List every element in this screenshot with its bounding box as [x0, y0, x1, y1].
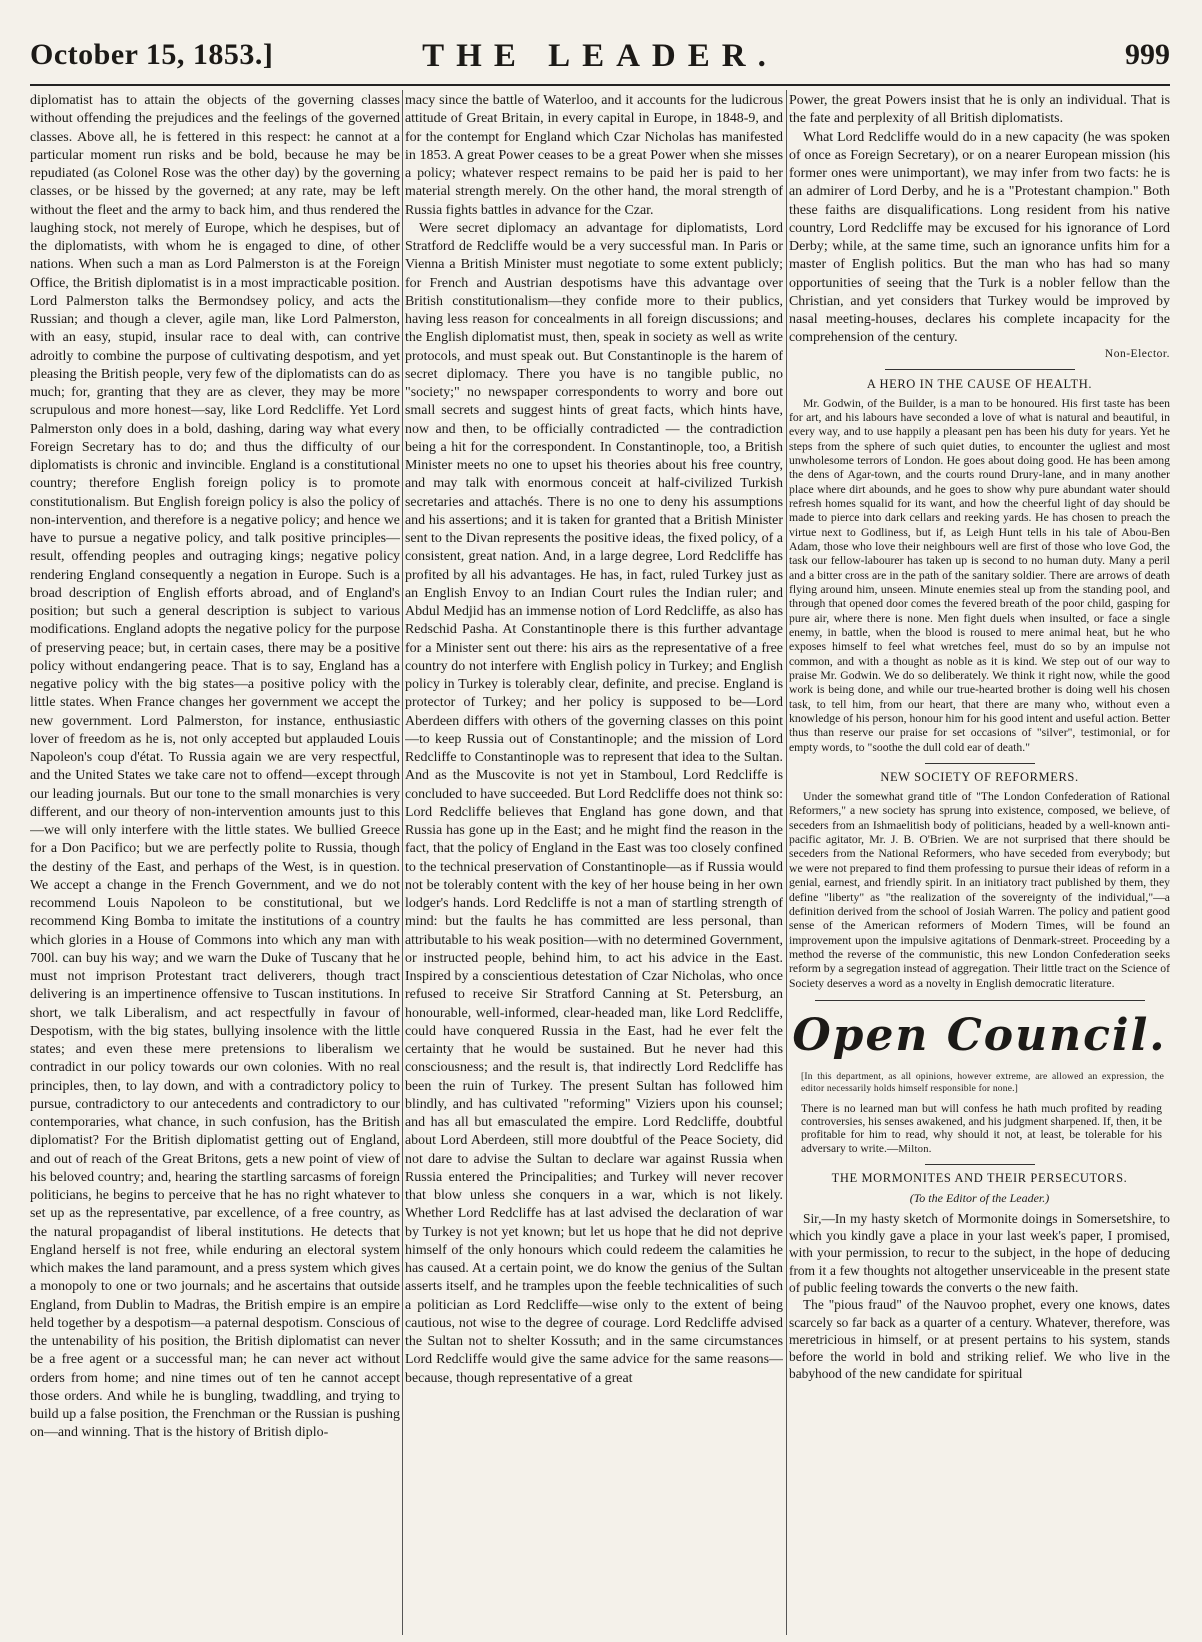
masthead: [30, 38, 1170, 78]
article-paragraph: macy since the battle of Waterloo, and it accounts for the ludicrous attitude of Great Britain, in every capital in Europe, in 1848-9, and for the contempt for England which Czar Nicholas has manifested in 1853. A great Power ceases to be a great Power when she misses a policy; whatever respect remains to be paid her is paid to her material strength merely. On the other hand, the moral strength of Russia fights battles in advance for the Czar.: [405, 93, 783, 218]
column-2: [405, 92, 783, 1632]
quote-author: Milton.: [898, 1143, 932, 1155]
mormonites-subheading: (To the Editor of the Leader.): [909, 1190, 1050, 1205]
hero-heading: A HERO IN THE CAUSE OF HEALTH.: [866, 376, 1093, 391]
page-number: 999: [1125, 38, 1170, 71]
hero-paragraph: Mr. Godwin, of the Builder, is a man to be honoured. His first taste has been for art, and his labours have seconded a love of what is natural and beautiful, in every way, and to use happily a pleasant pen has been his duty for years. Yet he steps from the sphere of such quiet duties, to encounter the ugliest and most unwholesome terrors of London. He goes about doing good. He has been among the dens of Agar-town, and the courts round Drury-lane, and in many another place where dirt abounds, and he goes to show why pure abundant water should refresh homes squalid for its want, and how the cheerful light of day should be made to pierce into dark cellars and reeking yards. He has chosen to preach the virtue next to Godliness, but if, as Leigh Hunt tells in his tale of Abou-Ben Adam, those who love their neighbours well are first of those who love God, the task our fellow-labourer has taken up is second to no human duty. Many a peril and a bitter cross are in the path of the sanitary soldier. There are arrows of death flying around him, unseen. Minute enemies steal up from the standing pool, and through that opened door comes the fevered breath of the poor child, gasping for pure air, where there is none. Men fight duels when insulted, or face a single enemy, in battle, when the blood is roused to mere animal heat, but he who exposes himself to feel what wretches feel, must do so by an impulse not common, and with a thought as noble as it is kind. We step out of our way to praise Mr. Godwin. We do so deliberately. We think it right now, while the good work is being done, and while our true-hearted brother is doing well his chosen task, to tell him, from our heart, that there are many who, without even a knowledge of his person, honour him for his good intent and useful action. Better thus than reserve our praise for set occasions of "silver", testimonial, or for empty words, to "soothe the dull cold ear of death.": [789, 396, 1170, 754]
issue-date: October 15, 1853.]: [30, 38, 274, 71]
open-council-title: Open Council.: [792, 1009, 1167, 1061]
reformers-heading: NEW SOCIETY OF REFORMERS.: [880, 770, 1079, 785]
newspaper-title: THE LEADER.: [422, 38, 778, 74]
quote-text: There is no learned man but will confess he hath much profited by reading controversies, his senses awakened, and his judgment sharpened. If, then, it be profitable for him to read, why should it not, at least, be tolerable for his adversary to write.—: [801, 1102, 1162, 1155]
article-paragraph: Were secret diplomacy an advantage for diplomatists, Lord Stratford de Redcliffe would be a very successful man. In Paris or Vienna a British Minister must negotiate to some extent publicly; for French and Austrian despotisms have this advantage over British constitutionalism—they confide more to their publics, having less reason for concealments in all foreign discussions; and the English diplomatist must, then, speak in society as well as write protocols, and must speak out. But Constantinople is the harem of secret diplomacy. There you have is no tangible public, no "society;" no newspaper correspondents to worry and bore out small secrets and suggest hints of great facts, which hints have, now and then, to be officially contradicted — the contradiction being a hit for the correspondent. In Constantinople, too, a British Minister meets no one to upset his theories about his free country, and may talk with enormous conceit at half-civilized Turkish secretaries and attachés. There is no one to deny his assumptions and his assertions; and it is taken for granted that a British Minister sent to the Divan represents the positive ideas, the fixed policy, of a consistent, great nation. And, in a large degree, Lord Redcliffe has profited by all his advantages. He has, in fact, ruled Turkey just as an English Envoy to an Indian Court rules the Indian ruler; and Abdul Medjid has an immense notion of Lord Redcliffe, as also has Redschid Pasha. At Constantinople there is this further advantage for a Minister sent out there: his airs as the representative of a free country do not interfere with English policy in Turkey; and English policy in Turkey is tolerably clear, definite, and precise. England is protector of Turkey; and her policy is supposed to be—Lord Aberdeen differs with others of the governing classes on this point—to keep Russia out of Constantinople; and the mission of Lord Redcliffe to Constantinople was to represent that idea to the Sultan. And as the Muscovite is not yet in Stamboul, Lord Redcliffe is concluded to have succeeded. But Lord Redcliffe does not think so: Lord Redcliffe believes that England has gone down, and that Russia has gone up in the East; and he might find the reason in the fact, that the policy of England in the East was too closely confined to the technical preservation of Constantinople—as if Russia would not be tolerably content with the key of her house being in her own lodger's hands. Lord Redcliffe is not a man of startling strength of mind: but the faults he has committed are less personal, than attributable to his weak position—with no determined Government, or instructed people, behind him, to act his advice in the East. Inspired by a conscientious detestation of Czar Nicholas, who once refused to receive Sir Stratford Canning at St. Petersburg, an honourable, well-informed, clear-headed man, like Lord Redcliffe, could have conquered Russia in the East, had he ever felt the certainty that he would be sustained. But he never had this consciousness; and the result is, that indirectly Lord Redcliffe has been the ruin of Turkey. The present Sultan has followed him blindly, and has cultivated "reforming" Viziers upon his counsel; and has all but emasculated the empire. Lord Redcliffe, doubtful about Lord Aberdeen, still more doubtful of the Peace Society, did not dare to advise the Sultan to declare war against Russia when Russia entered the Principalities; and Turkey will never recover that blow unless she conquers in a war, which is not likely. Whether Lord Redcliffe has at last advised the declaration of war by Turkey is not yet known; but let us hope that he did not deprive himself of the only honours which could redeem the calamities he has caused. At a certain point, we do know the genius of the Sultan asserts itself, and he tramples upon the feeble technicalities of such a politician as Lord Redcliffe—wise only to the extent of being cautious, not wise to the degree of courage. Lord Redcliffe advised the Sultan not to shelter Kossuth; and in the same circumstances Lord Redcliffe would give the same advice for the same reasons—because, though representative of a great: [405, 220, 783, 1386]
section-rule: [925, 763, 1035, 764]
article-signature: Non-Elector.: [1104, 347, 1170, 360]
section-rule: [815, 1000, 1145, 1001]
mormonites-heading: THE MORMONITES AND THEIR PERSECUTORS.: [831, 1170, 1128, 1185]
reformers-paragraph: Under the somewhat grand title of "The London Confederation of Rational Reformers," a new society has sprung into existence, composed, we believe, of seceders from an Ishmaelitish body of politicians, headed by a well-known anti-pacific agitator, Mr. J. B. O'Brien. We are not surprised that there should be seceders from the National Reformers, who have seceded from everybody; but we were not prepared to find them professing to pursue their ideas of reform in a genial, earnest, and friendly spirit. In an initiatory tract published by them, they define "liberty" as "the realization of the sovereignty of the individual,"—a definition derived from the school of Josiah Warren. The policy and patient good sense of the American reformers of Modern Times, will be found an improvement upon the impulsive agitations of Denmark-street. Proceeding by a method the reverse of the communistic, this new London Confederation seeks reform by a segregation instead of aggregation. Their little tract on the Science of Society deserves a word as a novelty in English democratic literature.: [789, 790, 1170, 990]
column-3: [789, 92, 1170, 1632]
article-paragraph: diplomatist has to attain the objects of the governing classes without offending the prejudices and the feelings of the governed classes. Above all, he is fettered in this respect: he cannot at a particular moment run risks and be bold, because he may be repudiated (as Colonel Rose was the other day) by the governing classes, or be hissed by the governed; at any rate, may be left without the fleet and the army to back him, and thus rendered the laughing stock, not merely of Europe, which he despises, but of the diplomatists, with whom he is engaged to dine, of other nations. When such a man as Lord Palmerston is at the Foreign Office, the British diplomatist is in a most impracticable position. Lord Palmerston talks the Bermondsey policy, and acts the Russian; and though a clever, agile man, like Lord Palmerston, with an easy, stupid, insular race to deal with, can contrive adroitly to combine the purpose of cultivating despotism, and yet pleasing the British people, very few of the diplomatists can do as much; for, granting that they are as clever, they may be more scrupulous and more honest—say, like Lord Redcliffe. Yet Lord Palmerston only does in a bold, dashing, daring way what every Foreign Secretary has to do; and thus the difficulty of our diplomatists is chronic and invincible. England is a constitutional country; therefore English foreign policy is to promote constitutionalism. But English foreign policy is also the policy of non-intervention, and therefore is a negative policy; and hence we have to pursue a negative policy, and talk positive principles—result, offending peoples and outraging kings; negative policy rendering England consequently a negation in Europe. Such is a broad description of English efforts abroad, and of England's position; but such a general description is subject to various modifications. England adopts the negative policy for the purpose of preserving peace; but, in certain cases, there may be a positive policy without endangering peace. That is to say, England has a negative policy with the big states—a positive policy with the little states. When France changes her government we accept the new government. Lord Palmerston, for instance, enthusiastic lover of freedom as he is, not only accepted but applauded Louis Napoleon's coup d'état. To Russia again we are very respectful, and the United States we take care not to offend—except through our leading journals. But our tone to the small monarchies is very different, and our theory of non-intervention amounts just to this—we will only interfere with the little states. We bullied Greece for a Don Pacifico; but we are perfectly polite to Russia, though the destiny of the East, and perhaps of the West, is in question. We accept a change in the French Government, and we do not recommend Louis Napoleon to be constitutional, but we recommend King Bomba to imitate the institutions of a country which glories in a House of Commons into which any man with 700l. can buy his way; and we warn the Duke of Tuscany that he must not imprison Protestant tract deliverers, though tract delivering is an impertinence offensive to Tuscan institutions. In short, we talk Liberalism, and act respectfully in favour of Despotism, with the big states, bullying insolence with the little states; and even these mere pretensions to liberalism we contradict in our policy towards our own colonies. With no real principles, then, to lay down, and with a contradictory policy to pursue, contradictory to our antecedents and contradictory to our contemporaries, what chance, in such confusion, has the British diplomatist? For the British diplomatist getting out of England, and out of reach of the Great Britons, gets a new point of view of his beloved country; and, hearing the startling sarcasms of foreign politicians, he begins to perceive that he has no right whatever to set up as the representative, par excellence, of a free country, as the natural propagandist of liberal institutions. He detects that England herself is not free, while enduring an electoral system which makes the land paramount, and a press system which gives a monopoly to one or two journals; and he ascertains that outside England, from Dublin to Madras, the British empire is an empire held together by a despotism—a paternal despotism. Conscious of the untenability of his position, the British diplomatist can never be a free agent or a successful man; he can never act without orders from home; and nine times out of ten he cannot accept those orders. And while he is bungling, twaddling, and trying to build up a false position, the Frenchman or the Russian is pushing on—and winning. That is the history of British diplo-: [30, 93, 400, 1441]
letter-paragraph: Sir,—In my hasty sketch of Mormonite doings in Somersetshire, to which you kindly gave a place in your last week's paper, I promised, with your permission, to recur to the subject, in the hope of deducing from it a few thoughts not altogether unserviceable in the present state of public feeling towards the converts o the new faith.: [789, 1210, 1170, 1295]
editorial-note: [In this department, as all opinions, however extreme, are allowed an expression, the editor necessarily holds himself responsible for none.]: [801, 1071, 1164, 1094]
article-paragraph: What Lord Redcliffe would do in a new capacity (he was spoken of once as Foreign Secretary), or on a nearer European mission (his former ones were unimportant), we may infer from two facts: he is an admirer of Lord Derby, and he is a "Protestant champion." Both these faiths are disqualifications. Long resident from his native country, Lord Redcliffe may be excused for his ignorance of Lord Derby; while, at the same time, such an ignorance unfits him for a master of English politics. But the man who has had so many opportunities of seeing that the Turk is a nobler fellow than the Christian, and yet considers that Turkey would be improved by nasal meeting-houses, declares his complete incapacity for the comprehension of the century.: [789, 129, 1170, 346]
column-divider: [402, 90, 403, 1635]
milton-quote: [801, 1103, 1162, 1156]
section-rule: [925, 1164, 1035, 1165]
column-divider: [786, 90, 787, 1635]
letter-paragraph: The "pious fraud" of the Nauvoo prophet, every one knows, dates scarcely so far back as a quarter of a century. Whatever, therefore, was meretricious in himself, or at present pertains to his system, stands before the world in bold and striking relief. We who live in the babyhood of the new candidate for spiritual: [789, 1297, 1170, 1382]
column-1: [30, 92, 400, 1632]
section-rule: [885, 369, 1075, 370]
article-paragraph: Power, the great Powers insist that he is only an individual. That is the fate and perplexity of all British diplomatists.: [789, 93, 1170, 127]
header-rule: [30, 84, 1170, 86]
